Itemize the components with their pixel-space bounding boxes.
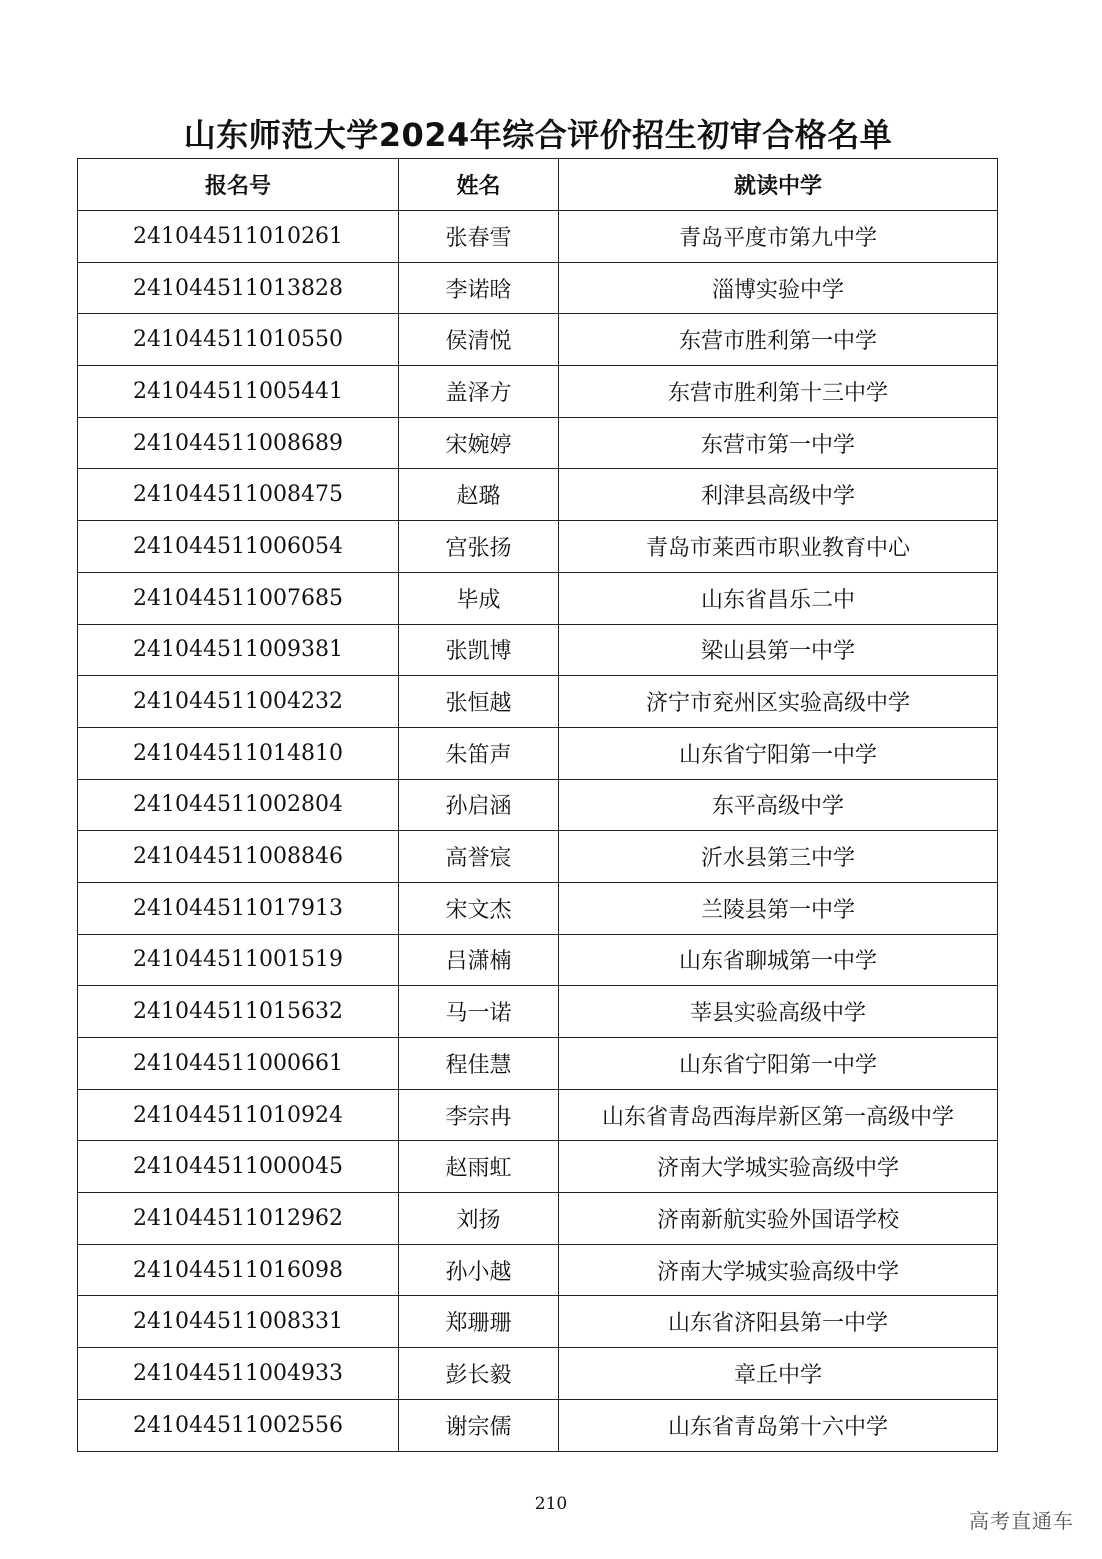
cell-school: 山东省昌乐二中	[559, 572, 998, 624]
cell-registration-id: 241044511008475	[78, 469, 399, 521]
cell-registration-id: 241044511017913	[78, 882, 399, 934]
column-header-school: 就读中学	[559, 159, 998, 211]
cell-registration-id: 241044511001519	[78, 934, 399, 986]
cell-registration-id: 241044511016098	[78, 1244, 399, 1296]
table-row	[78, 521, 998, 573]
roster-table	[77, 158, 998, 1452]
cell-school: 青岛平度市第九中学	[559, 211, 998, 263]
cell-student-name: 毕成	[399, 572, 559, 624]
cell-school: 东营市第一中学	[559, 417, 998, 469]
table-row	[78, 624, 998, 676]
table-row	[78, 572, 998, 624]
cell-registration-id: 241044511010550	[78, 314, 399, 366]
cell-registration-id: 241044511005441	[78, 366, 399, 418]
table-row	[78, 1399, 998, 1451]
cell-school: 山东省青岛第十六中学	[559, 1399, 998, 1451]
table-row	[78, 314, 998, 366]
table-row	[78, 1038, 998, 1090]
cell-registration-id: 241044511000661	[78, 1038, 399, 1090]
table-row	[78, 262, 998, 314]
cell-registration-id: 241044511007685	[78, 572, 399, 624]
cell-registration-id: 241044511015632	[78, 986, 399, 1038]
cell-student-name: 赵雨虹	[399, 1141, 559, 1193]
table-row	[78, 366, 998, 418]
cell-school: 山东省宁阳第一中学	[559, 727, 998, 779]
table-row	[78, 727, 998, 779]
cell-student-name: 马一诺	[399, 986, 559, 1038]
cell-registration-id: 241044511009381	[78, 624, 399, 676]
cell-registration-id: 241044511006054	[78, 521, 399, 573]
cell-school: 山东省聊城第一中学	[559, 934, 998, 986]
cell-school: 山东省青岛西海岸新区第一高级中学	[559, 1089, 998, 1141]
cell-student-name: 谢宗儒	[399, 1399, 559, 1451]
cell-registration-id: 241044511008689	[78, 417, 399, 469]
cell-school: 济南新航实验外国语学校	[559, 1193, 998, 1245]
cell-registration-id: 241044511004232	[78, 676, 399, 728]
cell-school: 莘县实验高级中学	[559, 986, 998, 1038]
cell-registration-id: 241044511008846	[78, 831, 399, 883]
table-row	[78, 1296, 998, 1348]
cell-student-name: 张凯博	[399, 624, 559, 676]
cell-registration-id: 241044511002804	[78, 779, 399, 831]
cell-student-name: 孙小越	[399, 1244, 559, 1296]
table-row	[78, 1244, 998, 1296]
cell-student-name: 吕潇楠	[399, 934, 559, 986]
table-row	[78, 1348, 998, 1400]
page-title: 山东师范大学2024年综合评价招生初审合格名单	[183, 116, 893, 154]
page-number: 210	[534, 1494, 568, 1514]
cell-school: 山东省宁阳第一中学	[559, 1038, 998, 1090]
cell-registration-id: 241044511000045	[78, 1141, 399, 1193]
cell-school: 兰陵县第一中学	[559, 882, 998, 934]
column-header-id: 报名号	[78, 159, 399, 211]
cell-registration-id: 241044511013828	[78, 262, 399, 314]
cell-school: 济南大学城实验高级中学	[559, 1141, 998, 1193]
table-row	[78, 469, 998, 521]
header-row	[78, 159, 998, 211]
cell-school: 淄博实验中学	[559, 262, 998, 314]
cell-student-name: 彭长毅	[399, 1348, 559, 1400]
cell-registration-id: 241044511012962	[78, 1193, 399, 1245]
table-row	[78, 986, 998, 1038]
table-row	[78, 1089, 998, 1141]
cell-student-name: 高誉宸	[399, 831, 559, 883]
table-row	[78, 882, 998, 934]
cell-student-name: 侯清悦	[399, 314, 559, 366]
table-row	[78, 211, 998, 263]
table-row	[78, 779, 998, 831]
table-header	[78, 159, 998, 211]
table-row	[78, 676, 998, 728]
cell-school: 济宁市兖州区实验高级中学	[559, 676, 998, 728]
cell-student-name: 程佳慧	[399, 1038, 559, 1090]
cell-registration-id: 241044511010261	[78, 211, 399, 263]
cell-registration-id: 241044511014810	[78, 727, 399, 779]
cell-student-name: 赵璐	[399, 469, 559, 521]
column-header-name: 姓名	[399, 159, 559, 211]
cell-school: 东平高级中学	[559, 779, 998, 831]
cell-student-name: 张恒越	[399, 676, 559, 728]
cell-school: 青岛市莱西市职业教育中心	[559, 521, 998, 573]
cell-student-name: 张春雪	[399, 211, 559, 263]
cell-student-name: 孙启涵	[399, 779, 559, 831]
cell-student-name: 宋文杰	[399, 882, 559, 934]
table-row	[78, 934, 998, 986]
cell-student-name: 刘扬	[399, 1193, 559, 1245]
table-row	[78, 1193, 998, 1245]
cell-school: 梁山县第一中学	[559, 624, 998, 676]
table-body	[78, 211, 998, 1452]
cell-registration-id: 241044511004933	[78, 1348, 399, 1400]
cell-registration-id: 241044511002556	[78, 1399, 399, 1451]
cell-school: 沂水县第三中学	[559, 831, 998, 883]
cell-school: 章丘中学	[559, 1348, 998, 1400]
table-row	[78, 417, 998, 469]
table-row	[78, 1141, 998, 1193]
cell-school: 东营市胜利第一中学	[559, 314, 998, 366]
cell-student-name: 宋婉婷	[399, 417, 559, 469]
watermark: 高考直通车	[969, 1509, 1074, 1533]
cell-student-name: 郑珊珊	[399, 1296, 559, 1348]
cell-school: 利津县高级中学	[559, 469, 998, 521]
cell-school: 东营市胜利第十三中学	[559, 366, 998, 418]
cell-student-name: 盖泽方	[399, 366, 559, 418]
table-row	[78, 831, 998, 883]
cell-school: 山东省济阳县第一中学	[559, 1296, 998, 1348]
cell-student-name: 朱笛声	[399, 727, 559, 779]
cell-registration-id: 241044511010924	[78, 1089, 399, 1141]
cell-registration-id: 241044511008331	[78, 1296, 399, 1348]
cell-student-name: 李诺晗	[399, 262, 559, 314]
cell-school: 济南大学城实验高级中学	[559, 1244, 998, 1296]
cell-student-name: 李宗冉	[399, 1089, 559, 1141]
cell-student-name: 宫张扬	[399, 521, 559, 573]
